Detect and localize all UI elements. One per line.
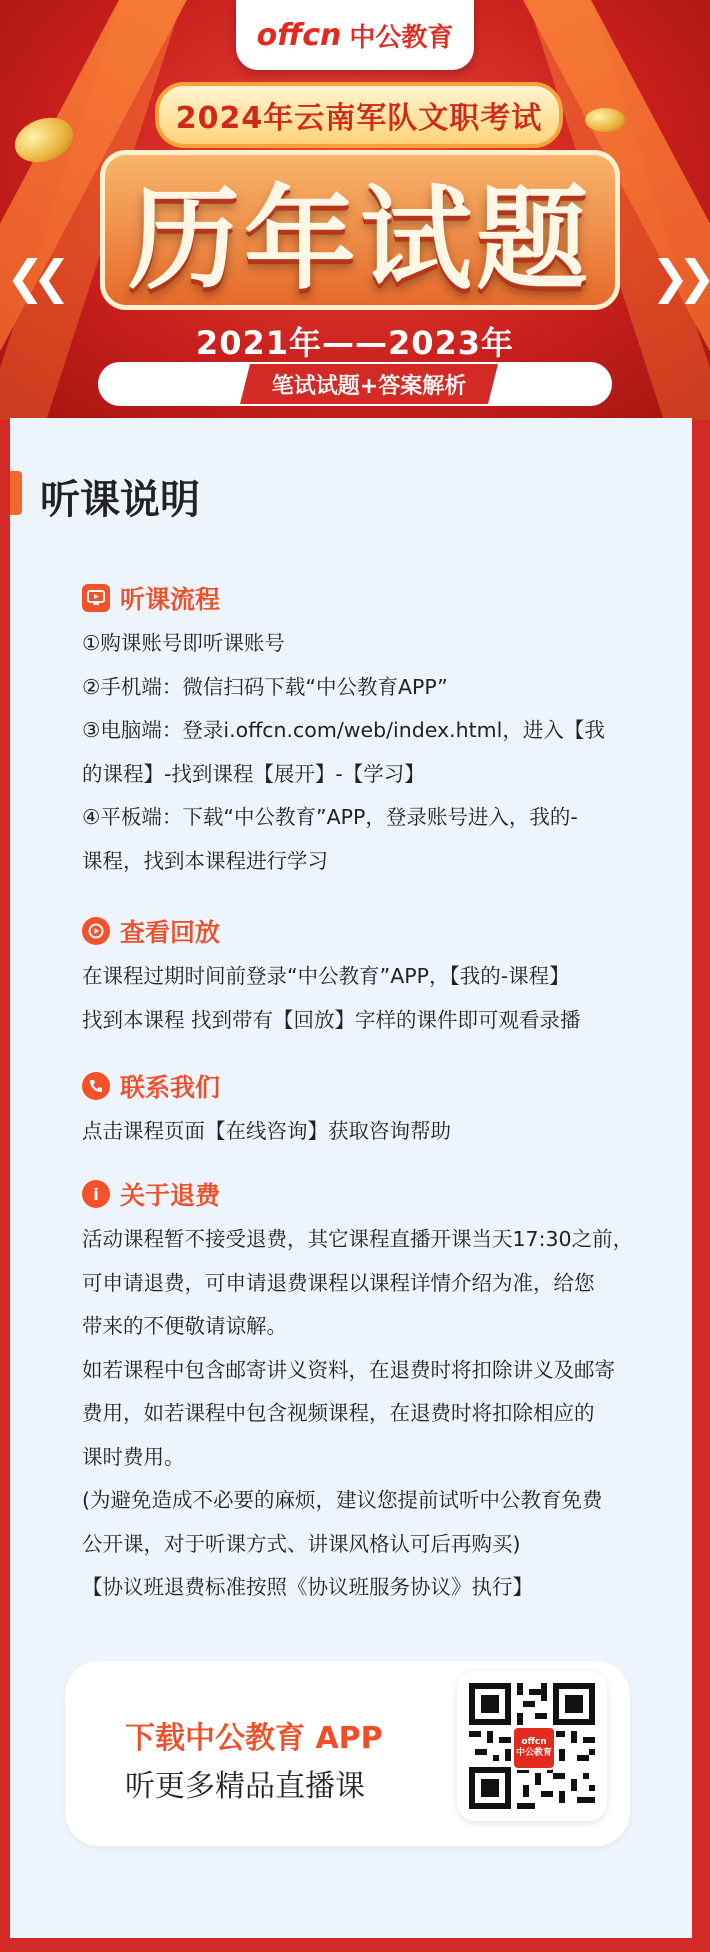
- text-line: 公开课，对于听课方式、讲课风格认可后再购买): [82, 1531, 521, 1556]
- text-line: 找到本课程 找到带有【回放】字样的课件即可观看录播: [82, 1007, 581, 1032]
- text-line: 费用，如若课程中包含视频课程，在退费时将扣除相应的: [82, 1401, 595, 1425]
- chevron-right-decor-icon: ❯❯: [650, 250, 704, 304]
- text-line: ①购课账号即听课账号: [82, 631, 285, 655]
- info-icon: i: [82, 1180, 110, 1208]
- section-course-flow: [82, 580, 605, 883]
- card-title: 听课说明: [40, 477, 200, 523]
- logo-chinese-name: 中公教育: [349, 22, 454, 53]
- qr-brand-logo: [512, 1726, 556, 1770]
- promo-banner: [0, 0, 710, 420]
- section-title: 联系我们: [120, 1073, 221, 1102]
- section-replay: [82, 913, 581, 1042]
- coin-decor-icon: [585, 108, 625, 132]
- text-line: ④平板端：下载“中公教育”APP，登录账号进入，我的-: [82, 805, 578, 829]
- section-refund: [82, 1176, 633, 1610]
- text-line: 【协议班退费标准按照《协议班服务协议》执行】: [82, 1575, 533, 1599]
- replay-icon: [82, 917, 110, 945]
- app-download-panel[interactable]: [65, 1661, 630, 1846]
- section-header: [82, 1068, 451, 1104]
- text-line: ③电脑端：登录i.offcn.com/web/index.html，进入【我: [82, 718, 605, 742]
- qr-logo-chinese-name: 中公教育: [515, 1748, 552, 1758]
- app-download-subtitle: 听更多精品直播课: [125, 1769, 365, 1804]
- text-line: 带来的不便敬请谅解。: [82, 1314, 287, 1338]
- section-contact: [82, 1068, 451, 1154]
- section-title: 关于退费: [120, 1181, 221, 1210]
- section-header: [82, 1176, 633, 1212]
- section-header: [82, 580, 605, 616]
- text-line: 课程，找到本课程进行学习: [82, 848, 328, 873]
- qr-code[interactable]: [457, 1671, 607, 1821]
- text-line: 课时费用。: [82, 1444, 185, 1469]
- play-screen-icon: [82, 584, 110, 612]
- text-line: 如若课程中包含邮寄讲义资料，在退费时将扣除讲义及邮寄: [82, 1357, 615, 1382]
- section-title: 听课流程: [120, 585, 221, 614]
- text-line: 可申请退费，可申请退费课程以课程详情介绍为准，给您: [82, 1270, 595, 1295]
- section-header: [82, 913, 581, 949]
- chevron-left-decor-icon: ❮❮: [6, 250, 60, 304]
- text-line: 点击课程页面【在线咨询】获取咨询帮助: [82, 1119, 451, 1143]
- instructions-card: [10, 418, 692, 1938]
- exam-title: 2024年云南军队文职考试: [155, 82, 563, 148]
- text-line: 的课程】-找到课程【展开】-【学习】: [82, 761, 425, 786]
- title-accent-bar: [10, 471, 22, 515]
- year-range: 2021年——2023年: [195, 324, 515, 362]
- text-line: 在课程过期时间前登录“中公教育”APP，【我的-课程】: [82, 964, 570, 988]
- app-download-title: 下载中公教育 APP: [125, 1721, 383, 1756]
- brand-logo: [236, 0, 474, 70]
- headline-title: 历年试题: [100, 150, 620, 310]
- phone-icon: [82, 1072, 110, 1100]
- subtitle-text: 笔试试题+答案解析: [271, 373, 467, 399]
- text-line: (为避免造成不必要的麻烦，建议您提前试听中公教育免费: [82, 1488, 603, 1512]
- text-line: 活动课程暂不接受退费，其它课程直播开课当天17:30之前，: [82, 1227, 634, 1251]
- section-title: 查看回放: [120, 918, 221, 947]
- text-line: ②手机端：微信扫码下载“中公教育APP”: [82, 674, 448, 699]
- logo-wordmark: offcn: [256, 17, 342, 53]
- qr-logo-wordmark: offcn: [521, 1737, 547, 1747]
